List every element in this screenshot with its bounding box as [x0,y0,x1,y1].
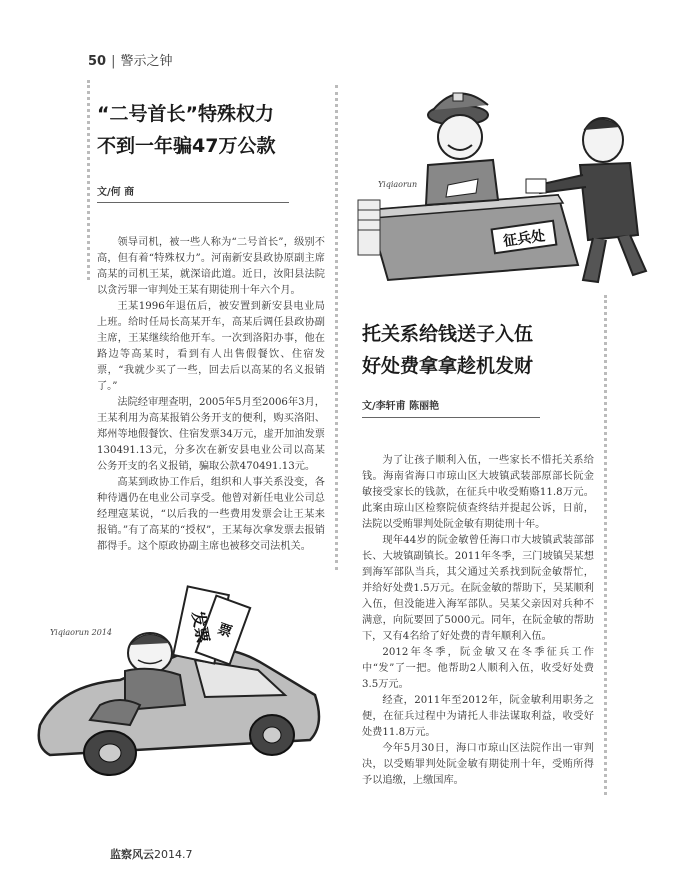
car-receipts-cartoon [30,575,330,790]
issue-number: 2014.7 [154,848,193,861]
header-separator: | [111,54,116,69]
article2-title-line2: 好处费拿拿趁机发财 [362,355,534,377]
left-dotted-rule [87,80,90,280]
article1-author: 文/何 商 [97,187,135,198]
recruitment-cartoon [348,75,658,300]
page-number: 50 [88,54,107,69]
article2-paragraph: 现年44岁的阮金敏曾任海口市大坡镇武装部部长、大坡镇副镇长。2011年冬季，三门坡镇吴某想到海军部队当兵，其父通过关系找到阮金敏帮忙，并给好处费1.5万元。在阮金敏的帮助下，吴某顺利入伍，但没能进入海军部队。吴某父亲因对兵种不满意，向阮要回了5000元。同年，在阮金敏的帮助下，又有4名给了好处费的青年顺利入伍。 [362,535,594,642]
article2-body [362,453,594,789]
article1-paragraph: 高某到政协工作后，组织和人事关系没变，各种待遇仍在电业公司享受。他曾对新任电业公司总经理寇某说，“以后我的一些费用发票会让王某来报销。”有了高某的“授权”，王某每次拿发票去报销都得手。这个原政协副主席也被移交司法机关。 [97,477,325,552]
middle-dotted-rule [335,85,338,570]
article1-rule [97,202,289,203]
top-illustration-signature: Yiqiaorun [378,180,418,189]
article1-paragraph: 领导司机，被一些人称为“二号首长”，级别不高，但有着“特殊权力”。河南新安县政协原副主席高某的司机王某，就深谙此道。近日，汝阳县法院以贪污罪一审判处王某有期徒刑十年六个月。 [97,237,325,296]
section-name: 警示之钟 [120,54,173,69]
article1-title-line2: 不到一年骗47万公款 [97,135,276,157]
article1-body [97,235,325,555]
recruitment-sign-text: 征兵处 [502,228,547,250]
article2-title [362,318,602,382]
article2-author: 文/李轩甫 陈丽艳 [362,401,440,412]
article2-title-line1: 托关系给钱送子入伍 [362,323,534,345]
article2-paragraph: 2012年冬季，阮金敏又在冬季征兵工作中“发”了一把。他帮助2人顺利入伍，收受好处费3.5万元。 [362,647,594,690]
article2-paragraph: 为了让孩子顺利入伍，一些家长不惜托关系给钱。海南省海口市琼山区大坡镇武装部原部长阮金敏接受家长的钱款，在征兵中收受贿赂11.8万元。此案由琼山区检察院侦查终结并提起公诉，日前，法院以受贿罪判处阮金敏有期徒刑十年。 [362,455,594,530]
right-dotted-rule [604,295,607,795]
receipt-text-2: 票 [215,621,234,641]
article2-paragraph: 今年5月30日，海口市琼山区法院作出一审判决，以受贿罪判处阮金敏有期徒刑十年，受贿所得予以追缴，上缴国库。 [362,743,594,786]
page-header [88,50,173,69]
article2-paragraph: 经查，2011年至2012年，阮金敏利用职务之便，在征兵过程中为请托人非法谋取利益，收受好处费11.8万元。 [362,695,594,738]
bottom-illustration-signature: Yiqiaorun 2014 [50,628,112,637]
article1-paragraph: 王某1996年退伍后，被安置到新安县电业局上班。给时任局长高某开车，高某后调任县政协副主席，王某继续给他开车。一次到洛阳办事，他在路边等高某时，看到有人出售假餐饮、住宿发票，“我就少买了一些，回去后以高某的名义报销了。” [97,301,325,392]
page-footer [110,846,193,862]
magazine-brand: 监察风云 [110,848,154,861]
article1-title-line1: “二号首长”特殊权力 [97,103,274,125]
article1-title [97,98,332,162]
receipt-text-1: 发票 [188,609,213,645]
article2-rule [362,417,540,418]
article1-paragraph: 法院经审理查明，2005年5月至2006年3月，王某利用为高某报销公务开支的便利，购买洛阳、郑州等地假餐饮、住宿发票34万元，虚开加油发票130491.13元，分多次在新安县电业公司以高某公务开支的名义报销，骗取公款470491.13元。 [97,397,325,472]
